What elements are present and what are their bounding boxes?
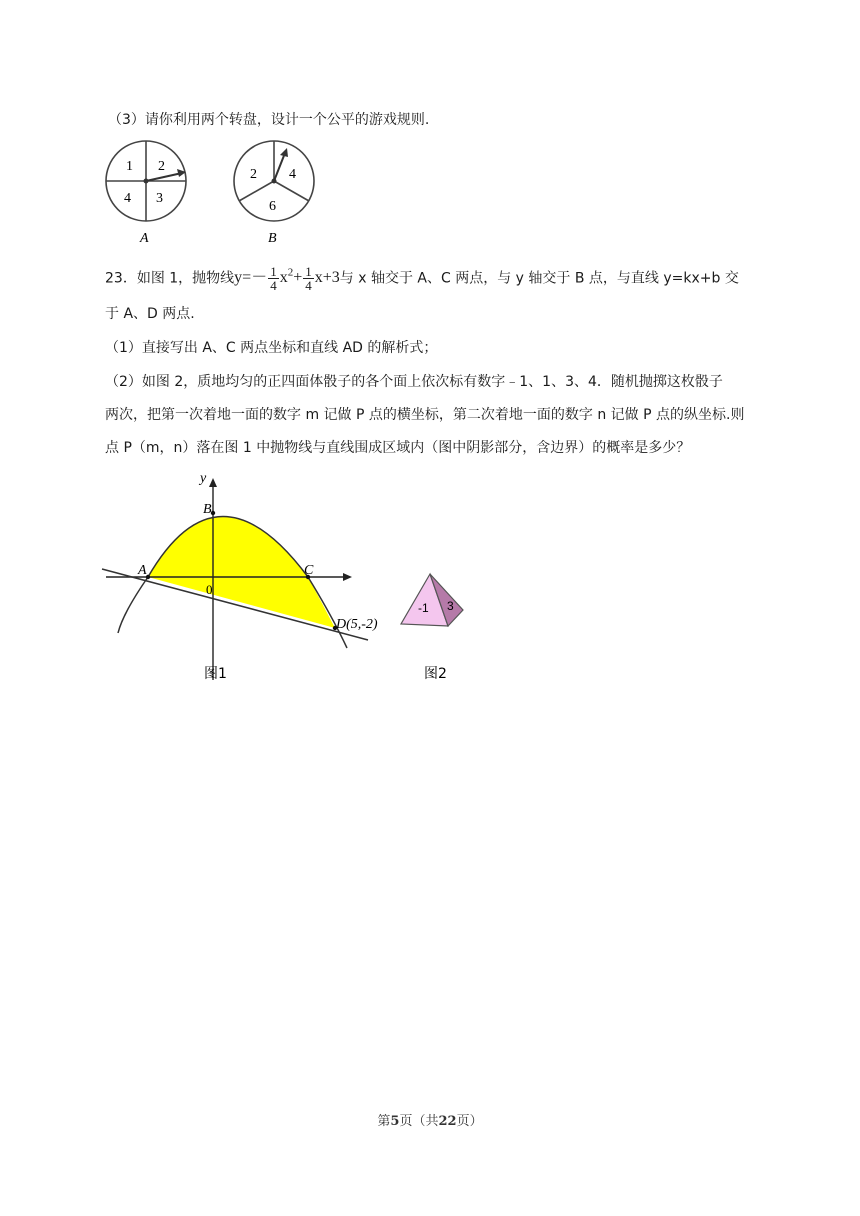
spinner-b-num-6: 6	[269, 199, 276, 214]
question-3-text: （3）请你利用两个转盘，设计一个公平的游戏规则.	[108, 112, 430, 128]
spinner-b-num-2: 2	[250, 167, 257, 182]
spinner-a-label: A	[140, 231, 149, 246]
origin-label: 0	[206, 582, 213, 597]
figure-1-graphic	[100, 468, 380, 684]
footer-mid: 页（共	[399, 1114, 439, 1129]
spinner-b-graphic	[228, 140, 328, 248]
spinner-a-num-1: 1	[126, 159, 133, 174]
formula-plus: +	[293, 269, 303, 287]
figure-1-caption: 图1	[204, 666, 227, 682]
question-23-part-1: （1）直接写出 A、C 两点坐标和直线 AD 的解析式；	[105, 340, 438, 356]
fraction-1-numerator: 1	[270, 264, 277, 280]
spinner-b-num-4: 4	[289, 167, 296, 182]
spinner-b-figure	[228, 140, 328, 248]
y-axis-label: y	[200, 471, 207, 486]
q23-suffix: 与 x 轴交于 A、C 两点，与 y 轴交于 B 点，与直线 y=kx+b 交	[339, 270, 739, 287]
formula-tail: x+3	[314, 269, 340, 287]
formula-y-eq: y=	[234, 269, 252, 287]
fraction-2-numerator: 1	[305, 264, 312, 280]
footer-prefix: 第	[377, 1114, 391, 1129]
footer-page-number: 5	[390, 1114, 400, 1129]
formula-x: x	[279, 269, 288, 287]
question-23-intro-line2: 于 A、D 两点.	[105, 306, 195, 322]
point-a-label: A	[138, 563, 147, 578]
point-b-label: B	[203, 502, 212, 517]
spinner-a-num-2: 2	[158, 159, 165, 174]
question-23-part-2-line1: （2）如图 2，质地均匀的正四面体骰子的各个面上依次标有数字﹣1、1、3、4．随机抛掷这枚骰子	[105, 374, 723, 390]
question-23-part-2-line2: 两次，把第一次着地一面的数字 m 记做 P 点的横坐标，第二次着地一面的数字 n 记做 P 点的纵坐标.则	[105, 407, 745, 423]
formula-minus: －	[251, 269, 268, 287]
die-face-minus-one: -1	[418, 601, 429, 615]
spinner-b-label: B	[268, 231, 277, 246]
figure-2	[396, 568, 476, 684]
point-c-label: C	[304, 563, 314, 578]
fraction-1-denominator: 4	[270, 278, 277, 294]
spinner-a-num-4: 4	[124, 191, 131, 206]
fraction-2-denominator: 4	[305, 278, 312, 294]
footer-total-pages: 22	[438, 1114, 457, 1129]
formula-fraction-2	[303, 265, 314, 292]
footer-suffix: 页）	[456, 1114, 483, 1129]
q23-prefix: 23．如图 1，抛物线	[105, 270, 235, 287]
figure-2-caption: 图2	[424, 666, 447, 682]
figure-1	[100, 468, 380, 684]
spinner-a-graphic	[100, 140, 200, 248]
spinner-a-num-3: 3	[156, 191, 163, 206]
point-d-label: D(5,-2)	[336, 617, 378, 632]
spinner-a-figure	[100, 140, 200, 248]
page-footer	[0, 1110, 860, 1129]
formula-fraction-1	[268, 265, 279, 292]
figure-2-graphic	[396, 568, 476, 684]
die-face-three: 3	[447, 599, 454, 613]
formula-exponent: 2	[287, 267, 294, 279]
parabola-formula	[234, 264, 340, 294]
question-23-intro	[105, 258, 739, 293]
question-23-part-2-line3: 点 P（m，n）落在图 1 中抛物线与直线围成区域内（图中阴影部分，含边界）的概率是多少？	[105, 440, 691, 456]
